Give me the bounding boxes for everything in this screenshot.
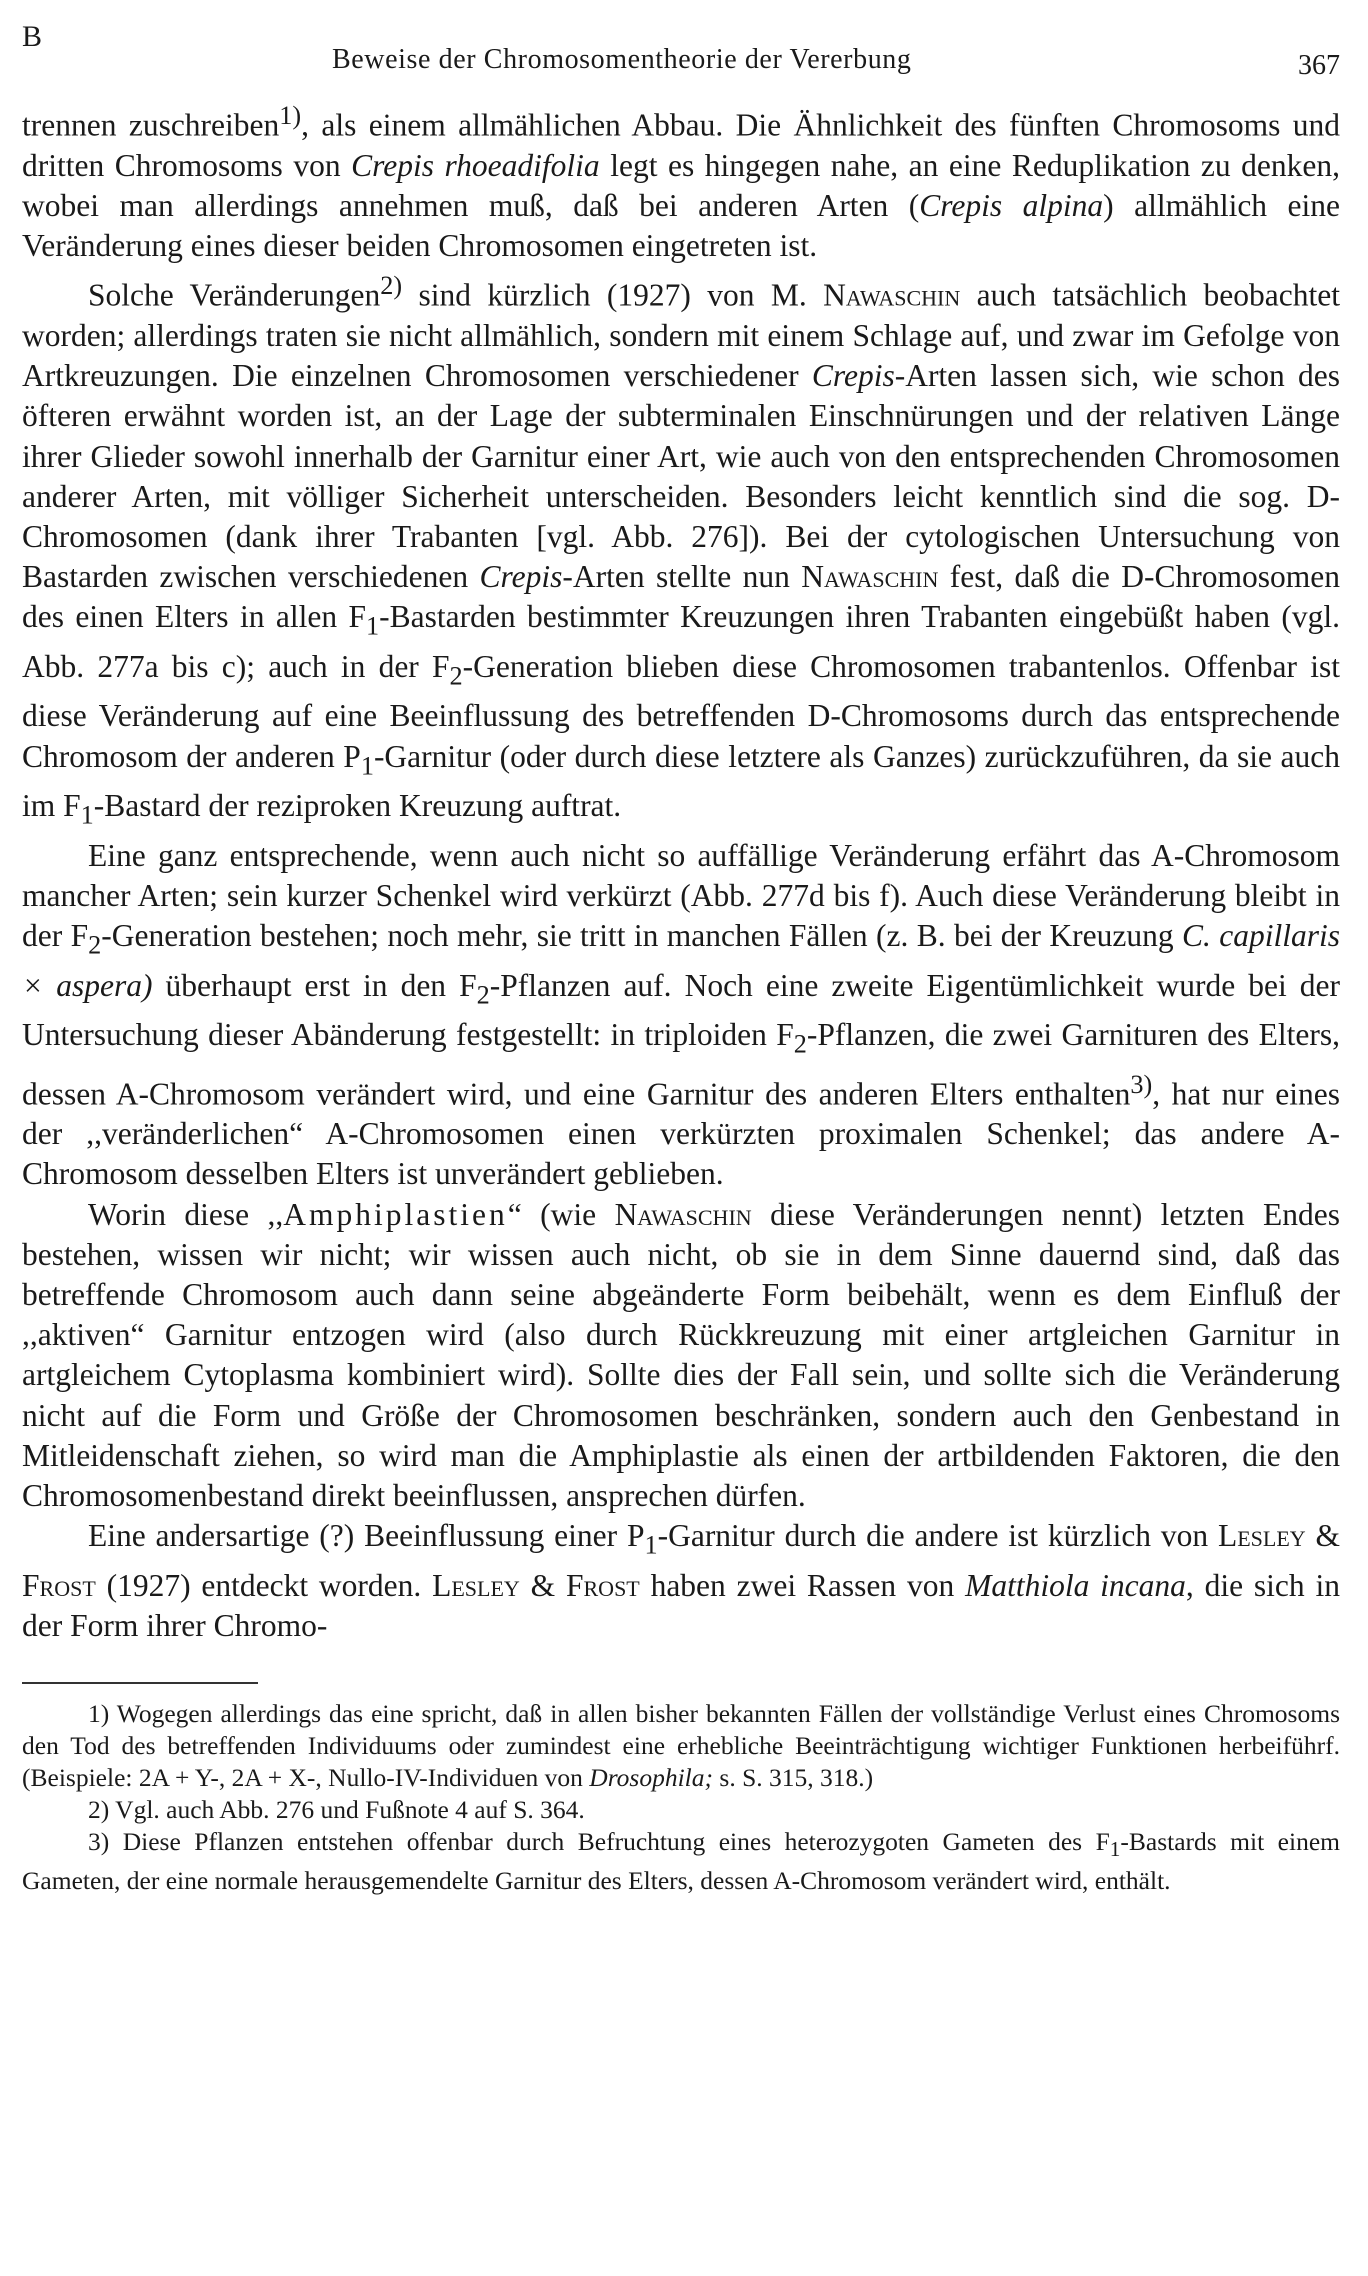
text-run: trennen zuschreiben bbox=[22, 107, 280, 143]
subscript: 1 bbox=[80, 800, 94, 830]
paragraph-4 bbox=[22, 1195, 1340, 1517]
genus-name: Crepis bbox=[811, 358, 895, 394]
text-run: & bbox=[1305, 1518, 1340, 1554]
author-name: Frost bbox=[22, 1567, 96, 1603]
subscript: 1 bbox=[644, 1530, 658, 1560]
text-run: ) allmählich eine Veränderung eines dieser beiden Chromosomen eingetreten ist. bbox=[22, 187, 1341, 264]
text-run: -Generation blieben diese Chromosomen trabantenlos. Offenbar ist diese Veränderung auf eine Beeinflussung des betreffenden D-Chromosoms durch das entsprechende Chromosom der anderen P bbox=[22, 648, 1340, 774]
text-run: -Pflanzen, die zwei Garnituren des Elters, dessen A-Chromosom verändert wird, und eine Garnitur des anderen Elters enthalten bbox=[22, 1017, 1340, 1112]
paragraph-1 bbox=[22, 96, 1340, 266]
text-run: (1927) entdeckt worden. bbox=[95, 1567, 433, 1603]
subscript: 2 bbox=[88, 930, 102, 960]
subscript: 2 bbox=[476, 979, 490, 1009]
page-header bbox=[22, 20, 1340, 96]
subscript: 2 bbox=[449, 661, 463, 691]
paragraph-3 bbox=[22, 836, 1340, 1195]
paragraph-2 bbox=[22, 266, 1340, 835]
text-run: -Bastarden bestimmter Kreuzungen ihren Trabanten eingebüßt haben (vgl. Abb. 277a bis c); auch in der F bbox=[22, 599, 1340, 684]
text-run: -Bastards mit einem Gameten, der eine normale herausgemendelte Garnitur des Elters, dessen A-Chromosom verändert wird, enthält. bbox=[22, 1827, 1340, 1896]
main-text bbox=[22, 96, 1340, 1646]
text-run: -Garnitur durch die andere ist kürzlich von bbox=[657, 1518, 1218, 1554]
text-run: -Pflanzen auf. Noch eine zweite Eigentümlichkeit wurde bei der Untersuchung dieser Abänderung festgestellt: in triploiden F bbox=[22, 967, 1340, 1053]
text-run: 1) Wogegen allerdings das eine spricht, daß in allen bisher bekannten Fällen der vollständige Verlust eines Chromosoms den Tod des betreffenden Individuums oder zumindest eine erhebliche Beeinträchtigung wichtiger Funktionen herbeiführf. (Beispiele: 2A + Y-, 2A + X-, Nullo-IV-Individuen von bbox=[22, 1699, 1340, 1793]
spaced-term: Amphiplastien bbox=[283, 1196, 508, 1232]
subscript: 1 bbox=[1109, 1837, 1121, 1862]
species-name: Matthiola incana bbox=[965, 1567, 1186, 1603]
footnote-ref-1: 1) bbox=[279, 101, 302, 130]
author-name: Lesley bbox=[1217, 1518, 1306, 1554]
text-run: diese Veränderungen nennt) letzten Endes bestehen, wissen wir nicht; wir wissen auch nicht, ob sie in dem Sinne dauernd sind, daß das betreffende Chromosom auch dann seine abgeänderte Form beibehält, wenn es dem Einfluß der ,,aktiven“ Garnitur entzogen wird (also durch Rückkreuzung mit einer artgleichen Garnitur in artgleichem Cytoplasma kombiniert wird). Sollte dies der Fall sein, und sollte sich die Veränderung nicht auf die Form und Größe der Chromosomen beschränken, sondern auch den Genbestand in Mitleidenschaft ziehen, so wird man die Amphiplastie als einen der artbildenden Faktoren, die den Chromosomenbestand direkt beeinflussen, ansprechen dürfen. bbox=[22, 1196, 1340, 1514]
footnote-1 bbox=[22, 1698, 1340, 1794]
text-run: -Arten stellte nun bbox=[562, 559, 802, 595]
text-run: , die sich in der Form ihrer Chromo- bbox=[22, 1567, 1340, 1643]
author-name: Nawaschin bbox=[614, 1196, 752, 1232]
text-run: , als einem allmählichen Abbau. Die Ähnlichkeit des fünften Chromosoms und dritten Chromosoms von bbox=[22, 107, 1340, 183]
footnote-2: 2) Vgl. auch Abb. 276 und Fußnote 4 auf S. 364. bbox=[88, 1795, 585, 1825]
footnote-ref-2: 2) bbox=[380, 271, 403, 301]
text-run: Solche Veränderungen bbox=[88, 277, 381, 313]
text-run: s. S. 315, 318.) bbox=[713, 1763, 874, 1793]
text-run: auch tatsächlich beobachtet worden; allerdings traten sie nicht allmählich, sondern mit einem Schlage auf, und zwar im Gefolge von Artkreuzungen. Die einzelnen Chromosomen verschiedener bbox=[22, 277, 1340, 394]
text-run: Eine ganz entsprechende, wenn auch nicht so auffällige Veränderung erfährt das A-Chromosom mancher Arten; sein kurzer Schenkel wird verkürzt (Abb. 277d bis f). Auch diese Veränderung bleibt in der F bbox=[22, 837, 1340, 954]
text-run: & bbox=[519, 1567, 566, 1603]
text-run: legt es hingegen nahe, an eine Reduplikation zu denken, wobei man allerdings annehmen muß, daß bei anderen Arten ( bbox=[22, 147, 1340, 223]
author-name: Frost bbox=[565, 1567, 640, 1603]
footnote-3 bbox=[22, 1826, 1340, 1897]
text-run: überhaupt erst in den F bbox=[152, 967, 477, 1003]
genus-name: Crepis bbox=[479, 559, 563, 595]
text-run: 3) Diese Pflanzen entstehen offenbar durch Befruchtung eines heterozygoten Gameten des F bbox=[88, 1827, 1110, 1857]
book-page bbox=[22, 20, 1340, 1897]
section-mark: B bbox=[22, 20, 43, 53]
text-run: Worin diese ,, bbox=[88, 1196, 284, 1232]
author-name: Nawaschin bbox=[823, 277, 961, 313]
text-run: -Garnitur (oder durch diese letztere als Ganzes) zurückzuführen, da sie auch im F bbox=[22, 738, 1340, 824]
footnotes bbox=[22, 1698, 1340, 1897]
species-name: Crepis rhoeadifolia bbox=[351, 147, 600, 183]
genus-name: Drosophila; bbox=[589, 1763, 714, 1793]
running-title: Beweise der Chromosomentheorie der Vererbung bbox=[332, 44, 912, 75]
text-run: -Generation bestehen; noch mehr, sie tritt in manchen Fällen (z. B. bei der Kreuzung bbox=[101, 918, 1182, 954]
text-run: Eine andersartige (?) Beeinflussung einer P bbox=[88, 1518, 645, 1554]
text-run: , hat nur eines der ,,veränderlichen“ A-Chromosomen einen verkürzten proximalen Schenkel; das andere A-Chromosom desselben Elters ist unverändert geblieben. bbox=[22, 1076, 1340, 1192]
footnote-ref-3: 3) bbox=[1130, 1069, 1153, 1099]
paragraph-5 bbox=[22, 1516, 1340, 1646]
footnote-divider bbox=[22, 1682, 258, 1684]
text-run: sind kürzlich (1927) von M. bbox=[402, 277, 824, 313]
author-name: Nawaschin bbox=[801, 559, 939, 595]
subscript: 2 bbox=[793, 1029, 807, 1059]
text-run: haben zwei Rassen von bbox=[639, 1567, 966, 1603]
author-name: Lesley bbox=[432, 1567, 520, 1603]
text-run: -Bastard der reziproken Kreuzung auftrat. bbox=[93, 788, 622, 824]
text-run: -Arten lassen sich, wie schon des öfteren erwähnt worden ist, an der Lage der subterminalen Einschnürungen und der relativen Länge ihrer Glieder sowohl innerhalb der Garnitur einer Art, wie auch von den entsprechenden Chromosomen anderer Arten, mit völliger Sicherheit unterscheiden. Besonders leicht kenntlich sind die sog. D-Chromosomen (dank ihrer Trabanten [vgl. Abb. 276]). Bei der cytologischen Untersuchung von Bastarden zwischen verschiedenen bbox=[22, 358, 1340, 595]
text-run: fest, daß die D-Chromosomen des einen Elters in allen F bbox=[22, 559, 1340, 635]
page-number: 367 bbox=[1298, 50, 1340, 81]
species-name: Crepis alpina bbox=[919, 187, 1104, 223]
species-name: C. capillaris × aspera) bbox=[22, 918, 1340, 1003]
subscript: 1 bbox=[366, 611, 380, 641]
text-run: “ (wie bbox=[507, 1196, 615, 1232]
subscript: 1 bbox=[360, 750, 374, 780]
